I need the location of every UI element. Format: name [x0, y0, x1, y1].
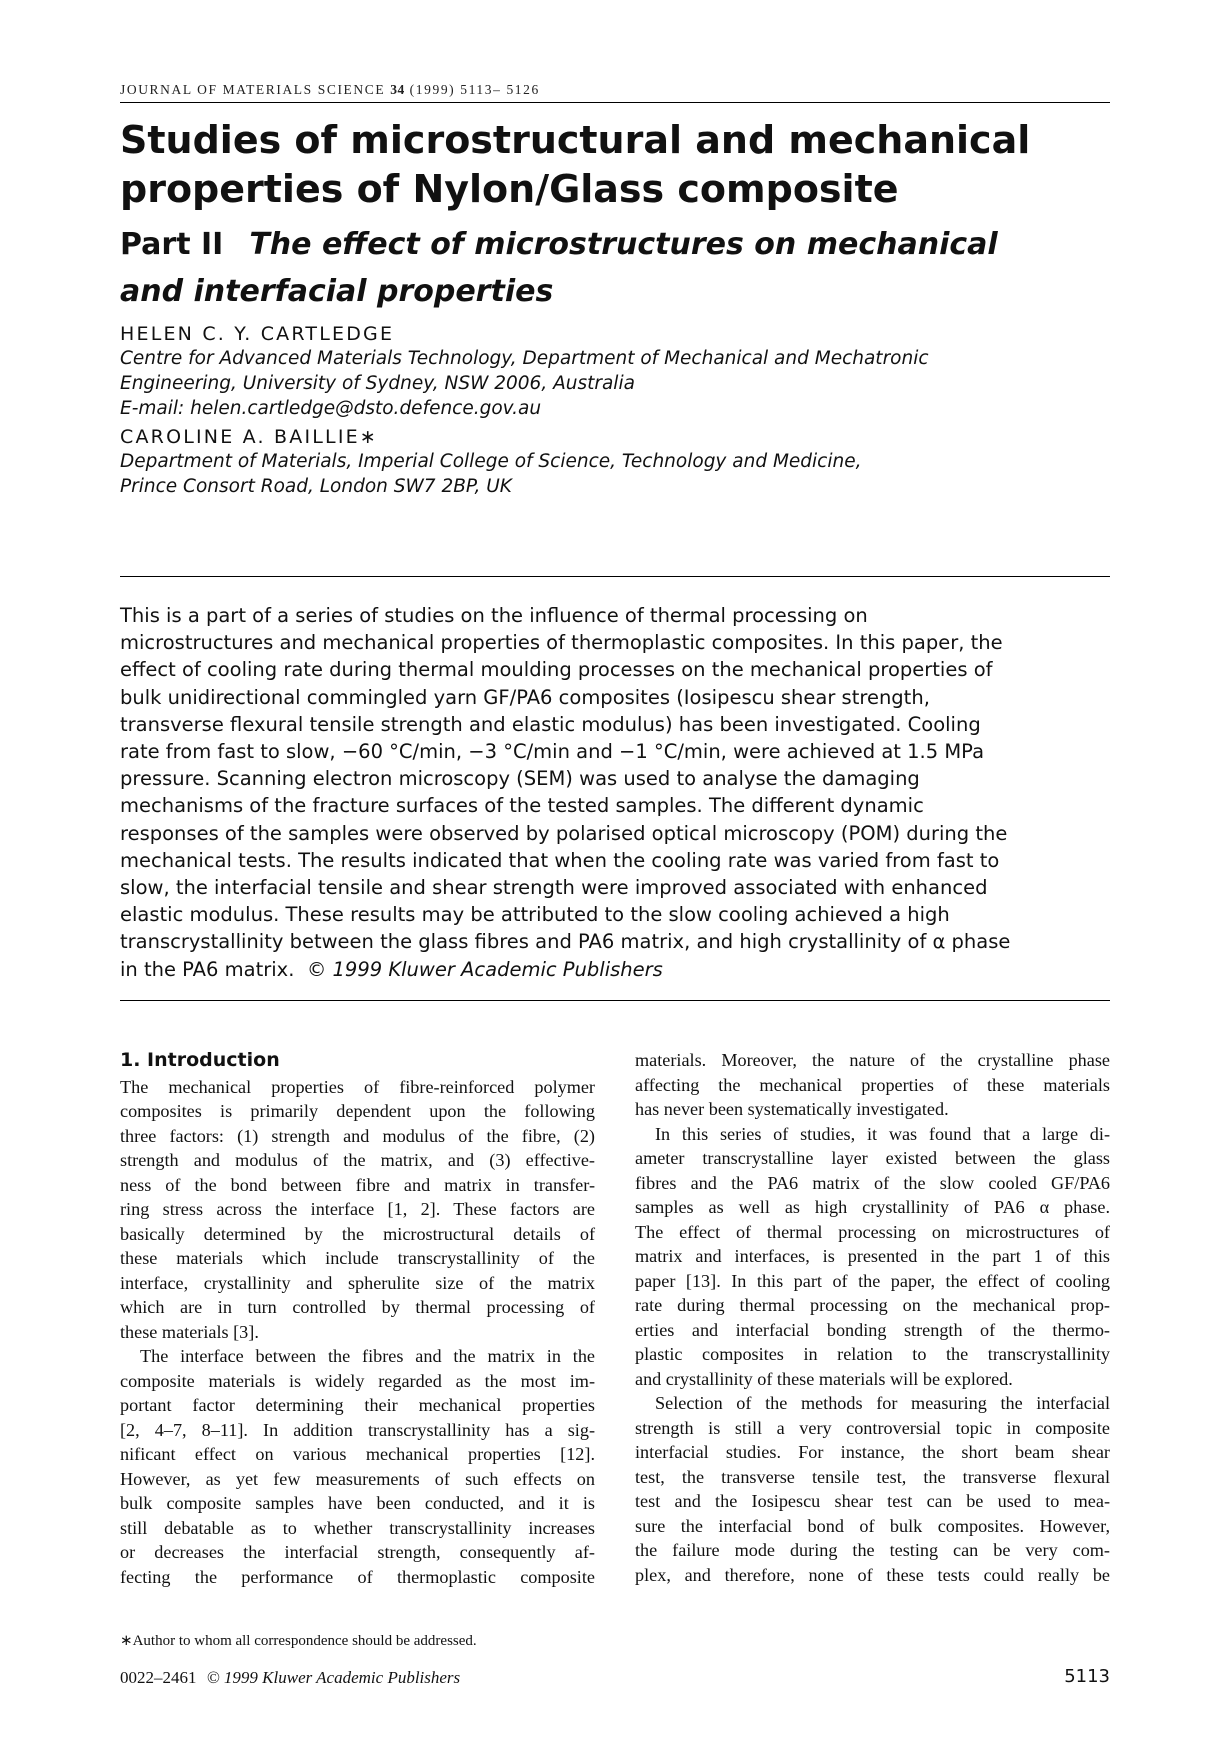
abstract-line — [120, 956, 1110, 983]
abstract-line: microstructures and mechanical properties of thermoplastic composites. In this paper, the — [120, 631, 1003, 655]
abstract-line: transcrystallinity between the glass fibres and PA6 matrix, and high crystallinity of α phase — [120, 930, 1011, 954]
journal-volume: 34 — [390, 82, 405, 97]
author-email: E-mail: helen.cartledge@dsto.defence.gov.au — [120, 398, 542, 419]
body-line: bulk composite samples have been conducted, and it is — [120, 1493, 595, 1513]
body-line: nificant effect on various mechanical properties [12]. — [120, 1444, 595, 1464]
body-line: test and the Iosipescu shear test can be used to mea- — [635, 1491, 1110, 1511]
abstract-line: mechanical tests. The results indicated that when the cooling rate was varied from fast to — [120, 848, 1000, 872]
abstract-line: mechanisms of the fracture surfaces of the tested samples. The different dynamic — [120, 794, 924, 818]
journal-year-pages: (1999) 5113– 5126 — [409, 82, 540, 97]
title-line: Studies of microstructural and mechanical — [120, 118, 1031, 162]
body-line: Selection of the methods for measuring the interfacial — [655, 1393, 1110, 1413]
abstract-divider — [120, 1000, 1110, 1001]
abstract-line: This is a part of a series of studies on the influence of thermal processing on — [120, 604, 868, 627]
author-affiliation — [120, 346, 929, 421]
subtitle-line: The effect of microstructures on mechanical — [249, 227, 998, 262]
body-line: the failure mode during the testing can be very com- — [635, 1540, 1110, 1560]
subtitle-line: and interfacial properties — [120, 274, 554, 309]
abstract-line: responses of the samples were observed by polarised optical microscopy (POM) during the — [120, 821, 1008, 845]
page-number: 5113 — [1064, 1666, 1110, 1687]
body-line: composites is primarily dependent upon the following — [120, 1101, 595, 1121]
intro-left-column — [120, 1048, 595, 1589]
body-line: strength and modulus of the matrix, and (3) effective- — [120, 1150, 595, 1170]
footnote: ∗Author to whom all correspondence should be addressed. — [120, 1633, 477, 1649]
abstract-line: slow, the interfacial tensile and shear strength were improved associated with enhanced — [120, 876, 988, 900]
affiliation-line: Engineering, University of Sydney, NSW 2006, Australia — [120, 373, 635, 394]
abstract-line: elastic modulus. These results may be attributed to the slow cooling achieved a high — [120, 903, 950, 927]
body-line: The effect of thermal processing on microstructures of — [635, 1221, 1110, 1242]
body-line: test, the transverse tensile test, the transverse flexural — [635, 1466, 1110, 1487]
body-line: which are in turn controlled by thermal processing of — [120, 1297, 595, 1317]
body-line: fibres and the PA6 matrix of the slow cooled GF/PA6 — [635, 1172, 1110, 1193]
body-line: [2, 4–7, 8–11]. In addition transcrystallinity has a sig- — [120, 1419, 595, 1440]
body-line: matrix and interfaces, is presented in the part 1 of this — [635, 1246, 1110, 1266]
body-line: sure the interfacial bond of bulk composites. However, — [635, 1515, 1110, 1536]
author-name: CAROLINE A. BAILLIE∗ — [120, 426, 378, 448]
journal-header — [120, 82, 1110, 103]
body-line: composite materials is widely regarded as the most im- — [120, 1370, 595, 1391]
body-line: interface, crystallinity and spherulite size of the matrix — [120, 1272, 595, 1293]
article-subtitle — [120, 221, 1020, 315]
subtitle-part: Part II — [120, 227, 224, 262]
abstract-final-text: in the PA6 matrix. — [120, 957, 295, 981]
body-line: still debatable as to whether transcrystallinity increases — [120, 1517, 595, 1538]
abstract-line: effect of cooling rate during thermal moulding processes on the mechanical properties of — [120, 658, 993, 682]
affiliation-line: Centre for Advanced Materials Technology, Department of Mechanical and Mechatronic — [120, 348, 929, 369]
body-line: The mechanical properties of fibre-reinforced polymer — [120, 1076, 595, 1097]
top-divider — [120, 576, 1110, 577]
author-name: HELEN C. Y. CARTLEDGE — [120, 323, 395, 345]
title-line: properties of Nylon/Glass composite — [120, 167, 899, 211]
abstract — [120, 602, 1110, 983]
body-line: affecting the mechanical properties of these materials — [635, 1074, 1110, 1095]
body-line: fecting the performance of thermoplastic composite — [120, 1566, 595, 1587]
body-line: these materials which include transcrystallinity of the — [120, 1248, 595, 1268]
body-line: basically determined by the microstructural details of — [120, 1223, 595, 1244]
body-line: plex, and therefore, none of these tests could really be — [635, 1564, 1110, 1585]
body-line: ring stress across the interface [1, 2]. These factors are — [120, 1199, 595, 1219]
body-line: samples as well as high crystallinity of PA6 α phase. — [635, 1197, 1110, 1217]
body-line: three factors: (1) strength and modulus of the fibre, (2) — [120, 1125, 595, 1146]
author-affiliation — [120, 449, 861, 499]
body-line: plastic composites in relation to the transcrystallinity — [635, 1344, 1110, 1364]
footer-publisher: © 1999 Kluwer Academic Publishers — [206, 1668, 461, 1687]
section-heading: 1. Introduction — [120, 1049, 280, 1071]
body-line: and crystallinity of these materials will be explored. — [635, 1368, 1013, 1389]
affiliation-line: Prince Consort Road, London SW7 2BP, UK — [120, 476, 512, 497]
body-line: interfacial studies. For instance, the short beam shear — [635, 1442, 1110, 1462]
journal-name: JOURNAL OF MATERIALS SCIENCE — [120, 82, 386, 97]
affiliation-line: Department of Materials, Imperial College of Science, Technology and Medicine, — [120, 451, 862, 472]
body-line: erties and interfacial bonding strength of the thermo- — [635, 1319, 1110, 1340]
body-line: In this series of studies, it was found that a large di- — [655, 1123, 1110, 1144]
body-line: materials. Moreover, the nature of the crystalline phase — [635, 1050, 1110, 1070]
body-line: The interface between the fibres and the matrix in the — [140, 1346, 595, 1366]
abstract-line: pressure. Scanning electron microscopy (SEM) was used to analyse the damaging — [120, 767, 920, 791]
body-line: ness of the bond between fibre and matrix in transfer- — [120, 1174, 595, 1195]
abstract-line: rate from fast to slow, −60 °C/min, −3 °C/min and −1 °C/min, were achieved at 1.5 MPa — [120, 740, 985, 764]
issn: 0022–2461 — [120, 1668, 197, 1687]
abstract-copyright: © 1999 Kluwer Academic Publishers — [306, 957, 663, 981]
body-line: strength is still a very controversial topic in composite — [635, 1417, 1110, 1438]
body-line: or decreases the interfacial strength, consequently af- — [120, 1542, 595, 1562]
body-line: However, as yet few measurements of such effects on — [120, 1468, 595, 1489]
abstract-line: transverse flexural tensile strength and elastic modulus) has been investigated. Cooling — [120, 712, 981, 736]
body-line: these materials [3]. — [120, 1321, 259, 1342]
body-line: rate during thermal processing on the mechanical prop- — [635, 1295, 1110, 1315]
body-line: has never been systematically investigated. — [635, 1099, 949, 1119]
intro-right-column — [635, 1048, 1110, 1587]
article-page — [120, 0, 1110, 1748]
footer-issn — [120, 1668, 460, 1688]
body-line: ameter transcrystalline layer existed between the glass — [635, 1148, 1110, 1168]
body-line: paper [13]. In this part of the paper, the effect of cooling — [635, 1270, 1110, 1291]
abstract-line: bulk unidirectional commingled yarn GF/PA6 composites (Iosipescu shear strength, — [120, 685, 930, 709]
body-line: portant factor determining their mechanical properties — [120, 1395, 595, 1415]
article-title — [120, 116, 1031, 214]
